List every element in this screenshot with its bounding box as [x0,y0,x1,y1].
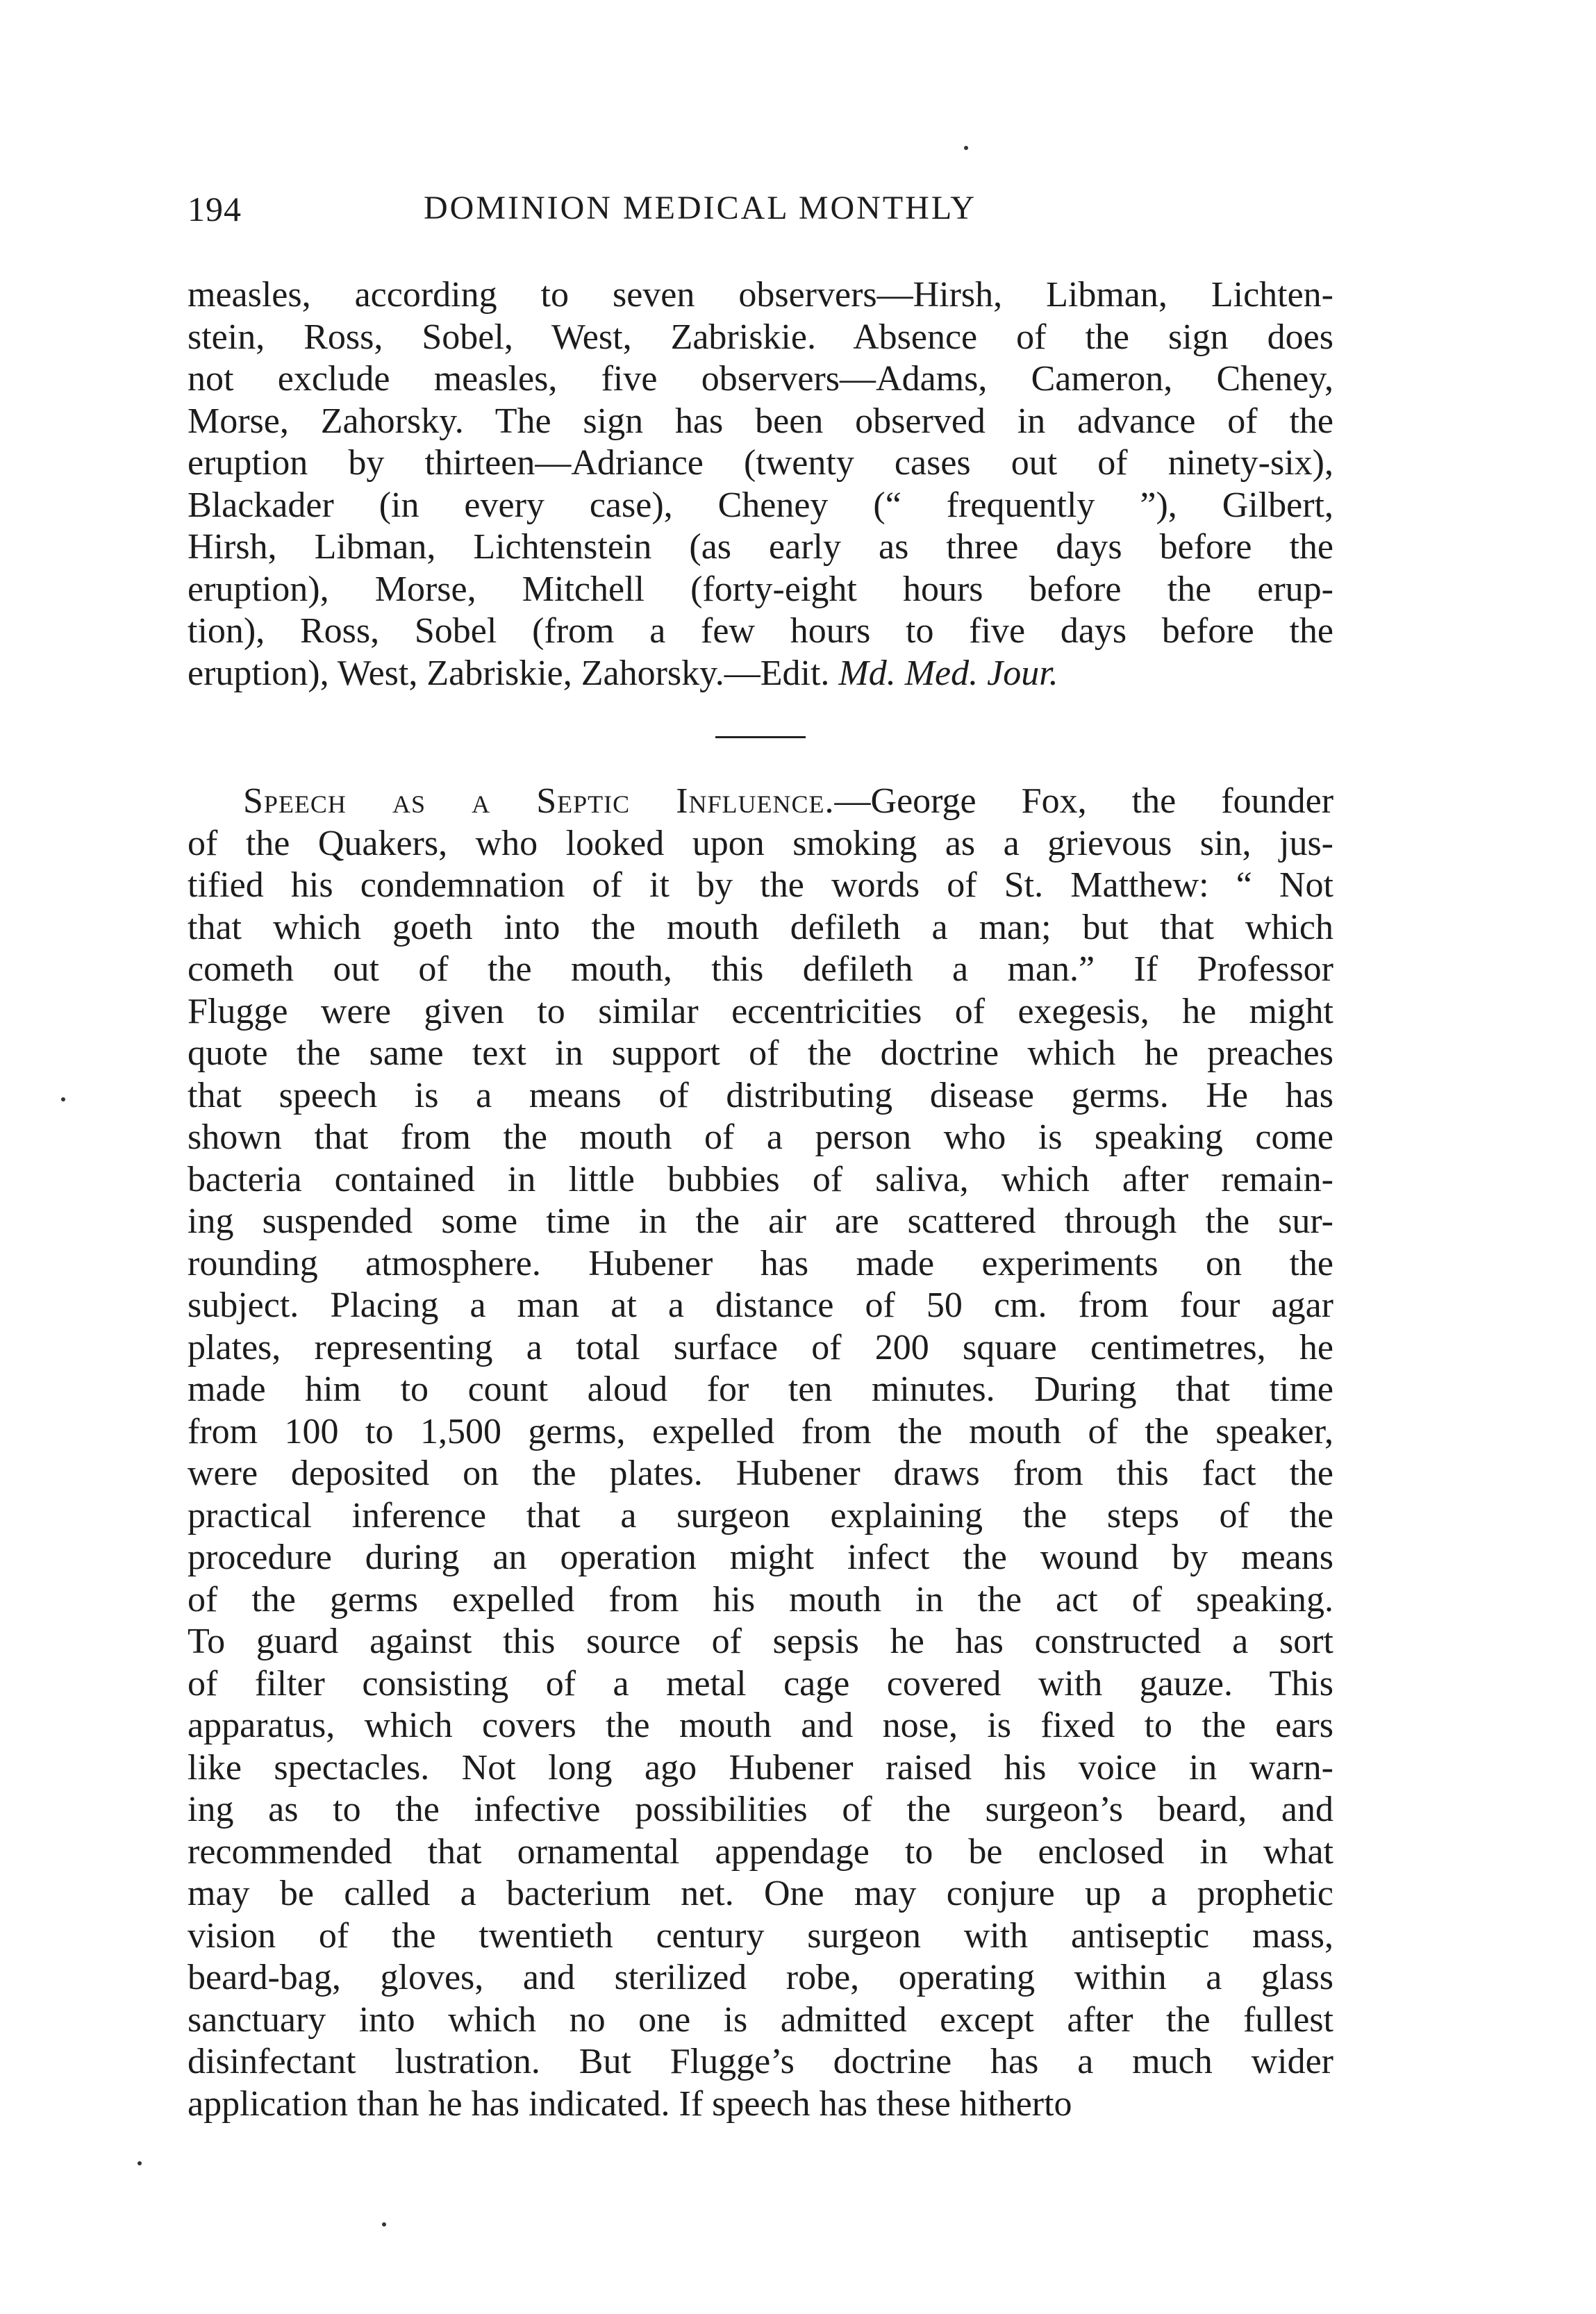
text-line: vision of the twentieth century surgeon with antiseptic mass, [188,1915,1333,1956]
text-line: apparatus, which covers the mouth and nose, is fixed to the ears [188,1706,1333,1745]
article-title: Speech as a Septic Influence. [243,781,835,821]
text-line: tified his condemnation of it by the words of St. Matthew: “ Not [188,865,1333,905]
print-speck [964,146,968,150]
text-line: of the Quakers, who looked upon smoking as a grievous sin, jus- [188,823,1333,863]
text-line: ing suspended some time in the air are scattered through the sur- [188,1201,1333,1241]
text-line: eruption), Morse, Mitchell (forty-eight hours before the erup- [188,569,1333,609]
article-measles-continuation [188,274,1333,694]
text-line: tion), Ross, Sobel (from a few hours to five days before the [188,611,1333,651]
text-line: of filter consisting of a metal cage covered with gauze. This [188,1663,1333,1704]
text-line: cometh out of the mouth, this defileth a man.” If Professor [188,949,1333,989]
text-line: procedure during an operation might infect the wound by means [188,1538,1333,1577]
text-line: rounding atmosphere. Hubener has made experiments on the [188,1243,1333,1283]
text-line: were deposited on the plates. Hubener draws from this fact the [188,1454,1333,1493]
text-line: quote the same text in support of the doctrine which he preaches [188,1033,1333,1073]
print-speck [138,2161,142,2165]
text-line-last [188,653,1333,695]
text-line: Hirsh, Libman, Lichtenstein (as early as three days before the [188,527,1333,567]
text-line: Morse, Zahorsky. The sign has been observed in advance of the [188,401,1333,441]
article-first-line-text: —George Fox, the founder [834,781,1334,821]
print-speck [61,1097,65,1101]
text-line: may be called a bacterium net. One may conjure up a prophetic [188,1874,1333,1913]
text-line: disinfectant lustration. But Flugge’s doctrine has a much wider [188,2042,1333,2081]
text-line: sanctuary into which no one is admitted except after the fullest [188,1999,1333,2040]
print-speck [382,2222,386,2226]
text-line: measles, according to seven observers—Hirsh, Libman, Lichten- [188,275,1333,315]
text-line: ing as to the infective possibilities of the surgeon’s beard, and [188,1790,1333,1829]
article-speech-septic-influence [188,781,1333,2125]
text-line: application than he has indicated. If speech has these hitherto [188,2083,1072,2124]
page-number: 194 [188,190,242,228]
running-title: DOMINION MEDICAL MONTHLY [424,190,977,226]
text-line: of the germs expelled from his mouth in the act of speaking. [188,1579,1333,1620]
text-line: like spectacles. Not long ago Hubener raised his voice in warn- [188,1747,1333,1788]
text-line: stein, Ross, Sobel, West, Zabriskie. Absence of the sign does [188,317,1333,357]
text-line: plates, representing a total surface of 200 square centimetres, he [188,1327,1333,1367]
source-citation: Md. Med. Jour. [838,653,1058,693]
text-line: shown that from the mouth of a person who is speaking come [188,1117,1333,1157]
text-line: bacteria contained in little bubbies of saliva, which after remain- [188,1159,1333,1199]
page-header [188,189,1333,244]
text-line: from 100 to 1,500 germs, expelled from the mouth of the speaker, [188,1411,1333,1451]
text-line: practical inference that a surgeon explaining the steps of the [188,1495,1333,1535]
text-line: Flugge were given to similar eccentricities of exegesis, he might [188,991,1333,1031]
article-first-line [188,781,1333,823]
text-line: eruption by thirteen—Adriance (twenty cases out of ninety-six), [188,443,1333,483]
text-line: that which goeth into the mouth defileth a man; but that which [188,907,1333,947]
text-line: beard-bag, gloves, and sterilized robe, operating within a glass [188,1958,1333,1997]
text-line: recommended that ornamental appendage to be enclosed in what [188,1831,1333,1872]
text-line: that speech is a means of distributing disease germs. He has [188,1075,1333,1115]
text-line-last-prefix: eruption), West, Zabriskie, Zahorsky.—Edit. [188,653,830,693]
text-line: subject. Placing a man at a distance of 50 cm. from four agar [188,1285,1333,1325]
text-line: Blackader (in every case), Cheney (“ frequently ”), Gilbert, [188,485,1333,525]
section-divider [715,736,806,738]
text-line: not exclude measles, five observers—Adams, Cameron, Cheney, [188,359,1333,399]
text-line: To guard against this source of sepsis he has constructed a sort [188,1622,1333,1661]
text-line: made him to count aloud for ten minutes. During that time [188,1370,1333,1409]
